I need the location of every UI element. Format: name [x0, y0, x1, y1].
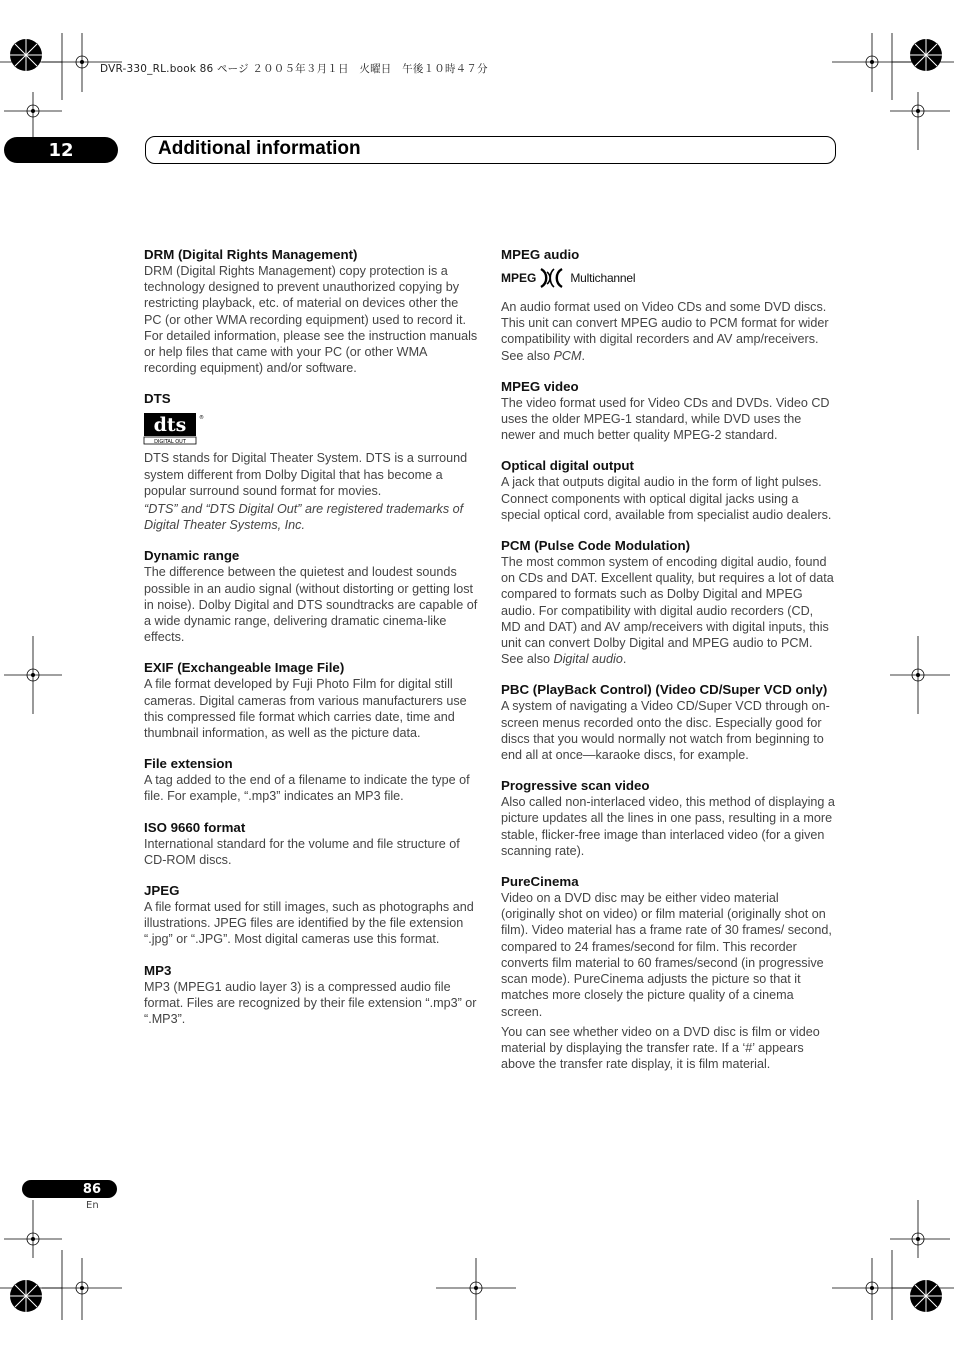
- glossary-entry-drm: [144, 246, 479, 376]
- glossary-entry-iso9660: [144, 819, 479, 868]
- glossary-entry-file-extension: [144, 755, 479, 804]
- term-heading: Progressive scan video: [501, 778, 650, 794]
- term-definition: The most common system of encoding digital audio, found on CDs and DAT. Excellent quality, but requires a lot of data compared to formats such as Dolby Digital and MPEG audio. For compatibility with digital audio recorders (CD, MD and DAT) and AV amp/receivers with digital inputs, this unit can convert Dolby Digital and MPEG audio to PCM. See also Digital audio.: [501, 555, 834, 667]
- term-heading: PureCinema: [501, 874, 579, 890]
- dts-logo-sub: DIGITAL OUT: [154, 439, 186, 446]
- cross-reference: PCM: [553, 348, 582, 363]
- term-heading: PCM (Pulse Code Modulation): [501, 538, 691, 554]
- term-heading: DTS: [144, 391, 171, 407]
- term-definition: A file format developed by Fuji Photo Film for digital still cameras. Digital cameras from various manufacturers use this compressed file format which carries date, time and thumbnail information, as well as the picture data.: [144, 677, 467, 741]
- language-code: En: [86, 1200, 99, 1211]
- page-number: 86: [82, 1181, 101, 1197]
- term-definition: DRM (Digital Rights Management) copy protection is a technology designed to prevent unauthorized copying by restricting playback, etc. of material on devices other the PC (or other WMA recording equipment) used to record it. For detailed information, please see the instruction manuals or help files that came with your PC (or other WMA recording equipment) and/or software.: [144, 264, 478, 376]
- mpeg-wave-icon: [538, 267, 568, 289]
- term-definition: A jack that outputs digital audio in the form of light pulses. Connect components with optical digital jacks using a special optical cord, available from specialist audio dealers.: [501, 475, 832, 522]
- term-definition: A file format used for still images, such as photographs and illustrations. JPEG files are identified by the file extension “.jpg” or “.JPG”. Most digital cameras use this format.: [144, 900, 474, 947]
- term-definition: Video on a DVD disc may be either video material (originally shot on video) or film material (originally shot on film). Video material has a frame rate of 30 frames/ second, compared to 24 frames/second for film. This recorder converts film material to 60 frames/second (in progressive scan mode). PureCinema adjusts the picture so that it matches more closely the picture quality of a cinema screen.: [501, 891, 832, 1019]
- glossary-right-column: [501, 246, 836, 1086]
- term-heading: Optical digital output: [501, 458, 634, 474]
- term-heading: File extension: [144, 756, 233, 772]
- term-definition: Also called non-interlaced video, this method of displaying a picture updates all the lines in one pass, resulting in a more stable, flicker-free image than interlaced video (for a given scanning rate).: [501, 795, 835, 858]
- dts-logo-mark: ®: [199, 415, 204, 422]
- term-definition: A system of navigating a Video CD/Super VCD through on-screen menus recorded onto the disc. Especially good for discs that you would normally not watch from beginning to end all at once—karaoke discs, for example.: [501, 699, 830, 763]
- mpeg-logo-word: MPEG: [501, 271, 537, 285]
- term-heading: PBC (PlayBack Control) (Video CD/Super VCD only): [501, 682, 828, 698]
- glossary-left-column: [144, 246, 479, 1041]
- term-definition: A tag added to the end of a filename to indicate the type of file. For example, “.mp3” indicates an MP3 file.: [144, 773, 470, 804]
- cross-reference: Digital audio: [553, 652, 623, 667]
- glossary-entry-optical-output: [501, 457, 836, 523]
- chapter-title: Additional information: [158, 138, 361, 159]
- term-heading: MPEG video: [501, 378, 579, 394]
- chapter-number-badge: 12: [4, 137, 118, 163]
- glossary-entry-exif: [144, 659, 479, 741]
- term-heading: MPEG audio: [501, 247, 580, 262]
- term-definition: The difference between the quietest and loudest sounds possible in an audio signal (without distorting or getting lost in noise). Dolby Digital and DTS soundtracks are capable of a wide dynamic range, delivering dramatic cinema-like effects.: [144, 565, 478, 645]
- term-heading: DRM (Digital Rights Management): [144, 247, 358, 262]
- glossary-entry-progressive-scan: [501, 777, 836, 859]
- glossary-entry-dynamic-range: [144, 547, 479, 645]
- print-file-header: DVR-330_RL.book 86 ページ ２００５年３月１日 火曜日 午後１０時４７分: [100, 63, 488, 75]
- glossary-entry-mp3: [144, 962, 479, 1028]
- glossary-entry-dts: [144, 390, 479, 533]
- glossary-entry-pbc: [501, 681, 836, 763]
- term-definition-continued: You can see whether video on a DVD disc is film or video material by displaying the transfer rate. If a ‘#’ appears above the transfer rate display, it is film material.: [501, 1024, 820, 1072]
- page-number-badge: [22, 1180, 117, 1198]
- glossary-entry-mpeg-audio: [501, 246, 836, 364]
- term-heading: MP3: [144, 962, 172, 978]
- term-definition: The video format used for Video CDs and DVDs. Video CD uses the older MPEG-1 standard, while DVD uses the newer and much better quality MPEG-2 standard.: [501, 395, 830, 443]
- dts-digital-out-logo: [144, 413, 204, 446]
- dts-logo-word: dts: [153, 414, 187, 437]
- glossary-entry-mpeg-video: [501, 378, 836, 444]
- term-heading: JPEG: [144, 883, 180, 899]
- glossary-entry-purecinema: [501, 873, 836, 1072]
- trademark-note: “DTS” and “DTS Digital Out” are registered trademarks of Digital Theater Systems, Inc.: [144, 502, 464, 533]
- term-definition: DTS stands for Digital Theater System. DTS is a surround system different from Dolby Digital that has become a popular surround sound format for movies.: [144, 451, 468, 498]
- glossary-entry-jpeg: [144, 882, 479, 948]
- term-heading: Dynamic range: [144, 548, 240, 564]
- mpeg-multichannel-logo: [501, 267, 836, 289]
- mpeg-logo-sub: Multichannel: [570, 271, 636, 285]
- term-definition: MP3 (MPEG1 audio layer 3) is a compressed audio file format. Files are recognized by their file extension “.mp3” or “.MP3”.: [144, 979, 477, 1027]
- glossary-entry-pcm: [501, 537, 836, 667]
- term-definition: International standard for the volume and file structure of CD-ROM discs.: [144, 836, 460, 867]
- term-definition: An audio format used on Video CDs and some DVD discs. This unit can convert MPEG audio to PCM format for wider compatibility with digital recorders and AV amp/receivers. See also PCM.: [501, 300, 829, 363]
- term-heading: ISO 9660 format: [144, 819, 246, 835]
- term-heading: EXIF (Exchangeable Image File): [144, 660, 345, 676]
